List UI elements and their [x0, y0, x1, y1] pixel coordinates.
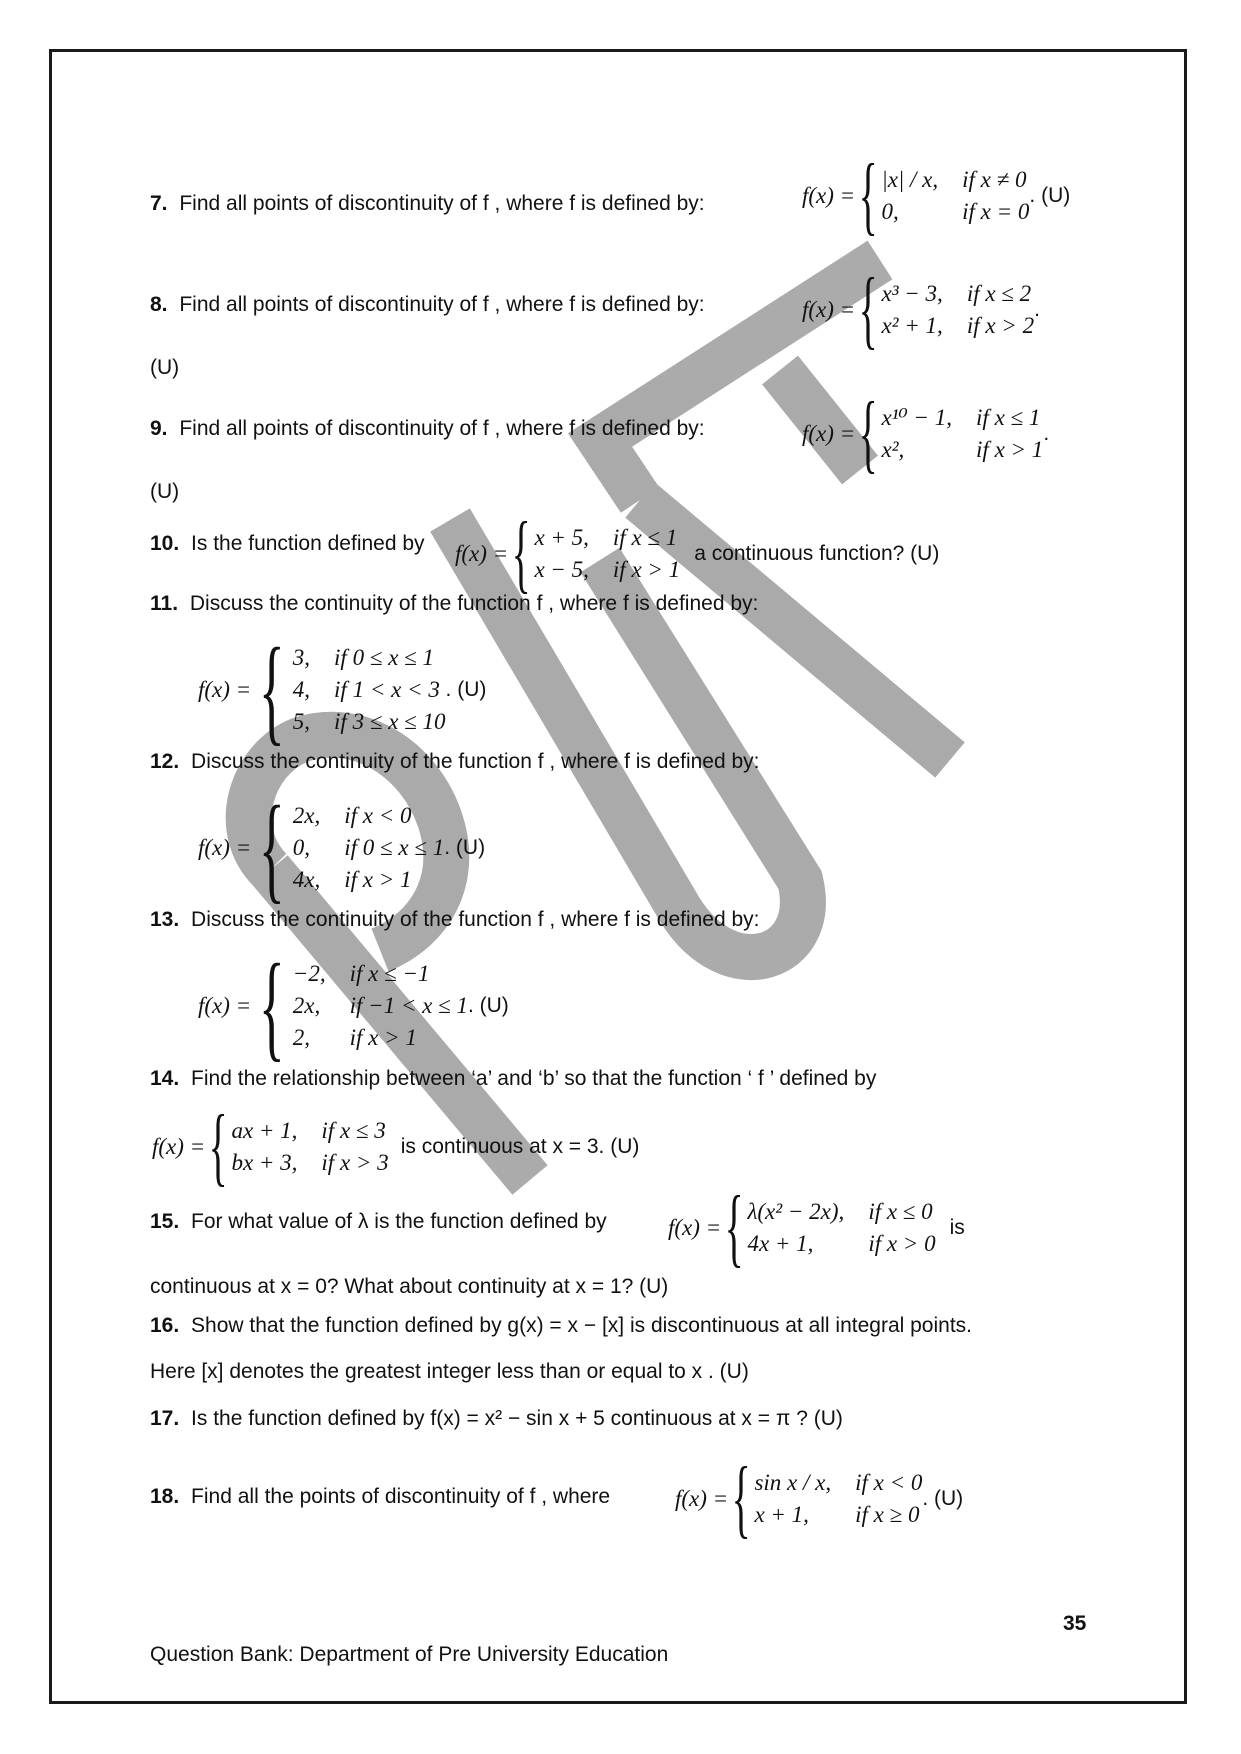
question-7: 7. Find all points of discontinuity of f , where f is defined by:	[150, 192, 705, 215]
q13-piecewise: f(x) = { −2, if x ≤ −1 2x, if −1 < x ≤ 1 2, if x > 1 . (U)	[198, 939, 509, 1072]
q9-piecewise: f(x) = { x¹⁰ − 1, if x ≤ 1 x², if x > 1 .	[802, 385, 1050, 482]
q7-cases: |x| / x, if x ≠ 0 0, if x = 0	[881, 167, 1030, 224]
question-13: 13. Discuss the continuity of the function f , where f is defined by:	[150, 908, 760, 931]
q18-piecewise: f(x) = { sin x / x, if x < 0 x + 1, if x ≥ 0 . (U)	[675, 1450, 964, 1547]
page-number: 35	[1063, 1612, 1087, 1635]
q14-piecewise: f(x) = { ax + 1, if x ≤ 3 bx + 3, if x > 3 is continuous at x = 3. (U)	[152, 1098, 640, 1195]
footer-text: Question Bank: Department of Pre University Education	[150, 1643, 669, 1666]
q15-piecewise: f(x) = { λ(x² − 2x), if x ≤ 0 4x + 1, if x > 0 is	[668, 1179, 965, 1276]
question-10: 10. Is the function defined by	[150, 532, 425, 555]
question-15: 15. For what value of λ is the function defined by	[150, 1210, 607, 1233]
q15-continuation: continuous at x = 0? What about continuity at x = 1? (U)	[150, 1275, 669, 1298]
question-18: 18. Find all the points of discontinuity of f , where	[150, 1485, 611, 1508]
question-14: 14. Find the relationship between ‘a’ and ‘b’ so that the function ‘ f ’ defined by	[150, 1067, 877, 1090]
question-16: 16. Show that the function defined by g(x) = x − [x] is discontinuous at all integral points.	[150, 1314, 972, 1337]
q12-piecewise: f(x) = { 2x, if x < 0 0, if 0 ≤ x ≤ 1 4x, if x > 1 . (U)	[198, 781, 486, 914]
question-17: 17. Is the function defined by f(x) = x² − sin x + 5 continuous at x = π ? (U)	[150, 1407, 843, 1430]
q8-tag: (U)	[150, 356, 180, 379]
question-8: 8. Find all points of discontinuity of f , where f is defined by:	[150, 293, 705, 316]
q7-piecewise: f(x) = { |x| / x, if x ≠ 0 0, if x = 0 . (U)	[802, 147, 1071, 244]
question-12: 12. Discuss the continuity of the function f , where f is defined by:	[150, 750, 760, 773]
q10-piecewise: f(x) = { x + 5, if x ≤ 1 x − 5, if x > 1 a continuous function? (U)	[455, 505, 940, 602]
question-11: 11. Discuss the continuity of the function f , where f is defined by:	[150, 592, 759, 615]
q11-piecewise: f(x) = { 3, if 0 ≤ x ≤ 1 4, if 1 < x < 3 5, if 3 ≤ x ≤ 10 . (U)	[198, 623, 487, 756]
q16-continuation: Here [x] denotes the greatest integer less than or equal to x . (U)	[150, 1360, 749, 1383]
q8-piecewise: f(x) = { x³ − 3, if x ≤ 2 x² + 1, if x > 2 .	[802, 261, 1040, 358]
q9-tag: (U)	[150, 480, 180, 503]
question-9: 9. Find all points of discontinuity of f , where f is defined by:	[150, 417, 705, 440]
